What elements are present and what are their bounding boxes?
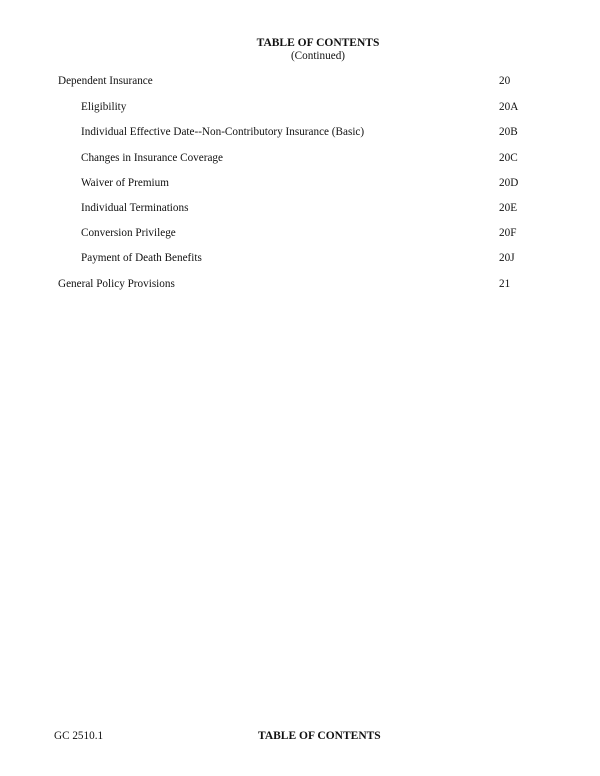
toc-entry (0, 101, 600, 115)
page-subtitle: (Continued) (290, 50, 346, 62)
toc-entry-label: Individual Terminations (81, 202, 189, 214)
toc-entry-label: Payment of Death Benefits (81, 252, 202, 264)
toc-entry-page: 21 (499, 278, 511, 290)
footer-form-number: GC 2510.1 (54, 730, 104, 742)
page-title: TABLE OF CONTENTS (256, 37, 380, 49)
toc-entry-page: 20 (499, 75, 511, 87)
toc-entry-label: Changes in Insurance Coverage (81, 152, 223, 164)
toc-entry (0, 252, 600, 266)
toc-entry (0, 202, 600, 216)
toc-entry (0, 152, 600, 166)
toc-entry-page: 20J (499, 252, 515, 264)
toc-entry-page: 20E (499, 202, 518, 214)
toc-entry (0, 227, 600, 241)
toc-entry-page: 20F (499, 227, 517, 239)
toc-entry (0, 75, 600, 89)
toc-entry-label: Individual Effective Date--Non-Contributory Insurance (Basic) (81, 126, 365, 138)
toc-entry (0, 126, 600, 140)
toc-entry-page: 20D (499, 177, 519, 189)
toc-entry-label: Waiver of Premium (81, 177, 169, 189)
toc-entry-label: Eligibility (81, 101, 127, 113)
toc-entry-label: Dependent Insurance (58, 75, 153, 87)
toc-entry-label: Conversion Privilege (81, 227, 176, 239)
toc-entry-page: 20A (499, 101, 519, 113)
toc-entry (0, 278, 600, 292)
footer-section-title: TABLE OF CONTENTS (258, 730, 381, 742)
toc-entry-label: General Policy Provisions (58, 278, 175, 290)
toc-entry (0, 177, 600, 191)
toc-entry-page: 20B (499, 126, 518, 138)
toc-entry-page: 20C (499, 152, 518, 164)
